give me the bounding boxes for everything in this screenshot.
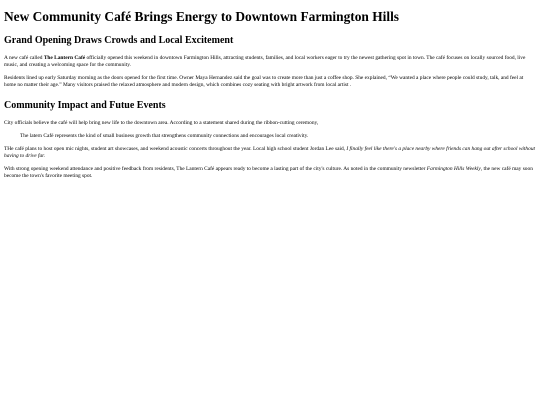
- article-title: New Community Café Brings Energy to Downtown Farmington Hills: [4, 9, 400, 24]
- paragraph-closing-text-a: With strong opening weekend attendance and positive feedback from residents, The Lantern Café appears ready to become a lasting part of the city's culture. As noted in the community newsletter: [4, 166, 427, 173]
- paragraph-intro: [4, 55, 536, 69]
- officials-blockquote: The latern Café represents the kind of small business growth that strengthens community connections and encourages local creativity.: [20, 132, 309, 139]
- article-page: [0, 0, 540, 180]
- paragraph-closing: [4, 166, 536, 180]
- paragraph-intro-text-b: officially opened this weekend in downtown Farmington Hills, attracting students, families, and local workers eager to try the newest gathering spot in town. The café focuses on locally sourced food, live music, and creating a welcoming space for the community.: [4, 55, 526, 69]
- paragraph-intro-text-a: A new café called: [4, 55, 44, 62]
- newsletter-name-em: Farmington Hills Weekly: [426, 166, 481, 173]
- cafe-name-strong: The Lantern Café: [43, 55, 86, 62]
- paragraph-owner-quote: Residents lined up early Saturday morning as the doors opened for the first time. Owner Maya Hernandez said the goal was to create more than just a coffee shop. She explained, “We wanted a place where people could study, talk, and feel at home no matter their age.” Many visitors praised the relaxed atmosphere and modern design, which combines cozy seating with bright artwork from local artist .: [4, 75, 524, 89]
- paragraph-events-text: THe café plans to host open mic nights, student art showcases, and weekend acoustic concerts throughout the year. Local high school student Jordan Lee said,: [4, 145, 347, 152]
- paragraph-closing-text-b: , the new café may soon become the town's favorite meeting spot.: [4, 166, 533, 180]
- paragraph-events: [4, 146, 536, 160]
- student-quote-em: I finally feel like there's a place nearby where friends can hang out after school without having to drive far.: [4, 145, 536, 159]
- section-heading-community-impact: Community Impact and Futue Events: [4, 99, 166, 111]
- paragraph-officials: City officials believe the café will help bring new life to the downtown area. According to a statement shared during the ribbon-cutting ceremony,: [4, 119, 319, 126]
- section-heading-grand-opening: Grand Opening Draws Crowds and Local Excitement: [4, 35, 234, 47]
